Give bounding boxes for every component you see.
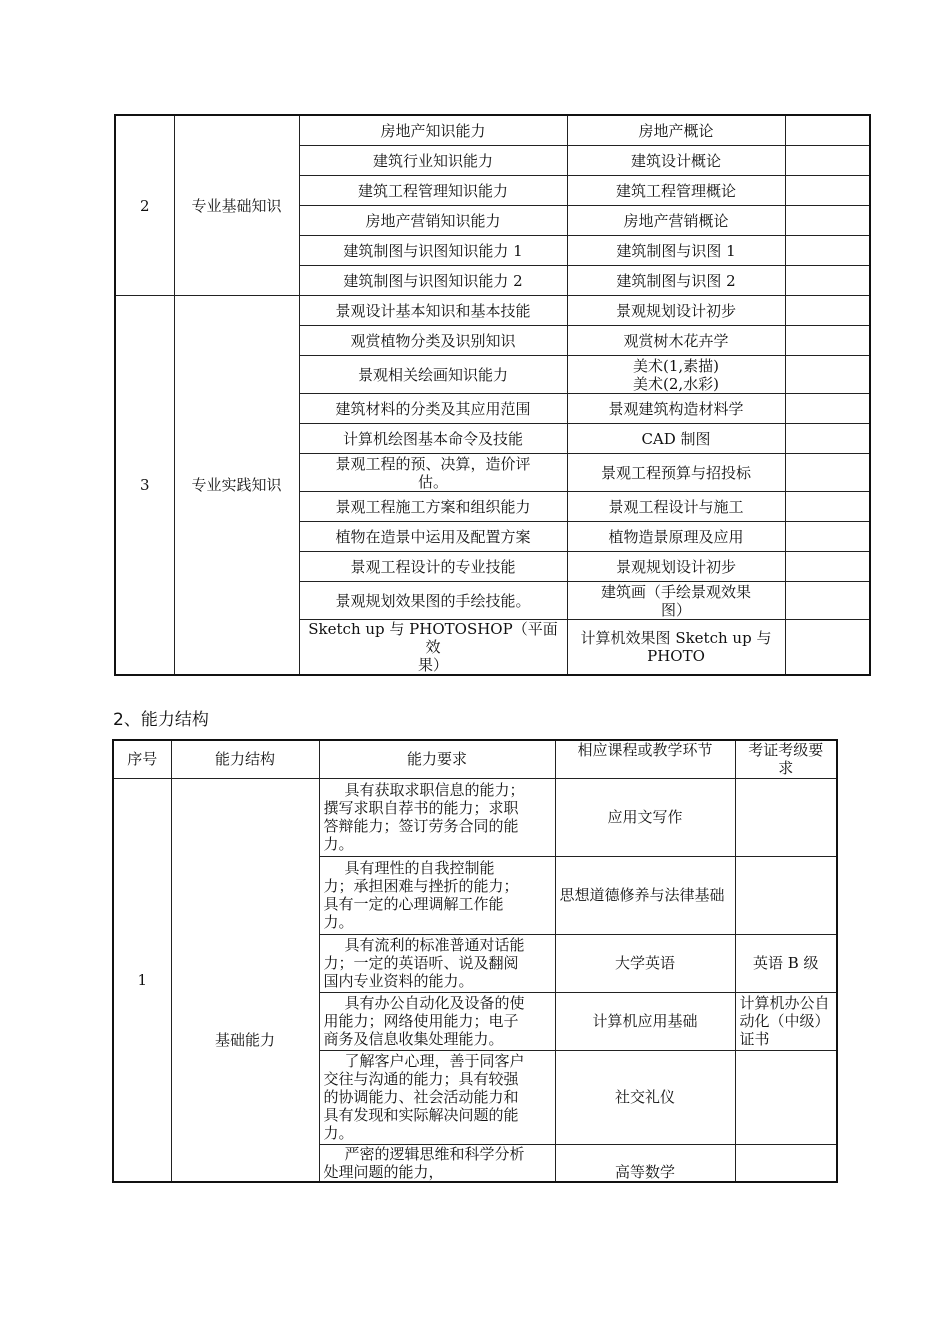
ability-cell: 建筑制图与识图知识能力 1: [299, 236, 567, 266]
req-line: 了解客户心理，善于同客户: [344, 1052, 525, 1070]
req-line: 的协调能力、社会活动能力和: [323, 1088, 519, 1106]
cert-cell: 英语 B 级: [735, 934, 837, 992]
course-line: 图）: [660, 600, 691, 619]
req-line: 答辩能力；签订劳务合同的能: [323, 817, 519, 835]
ability-cell: 建筑工程管理知识能力: [299, 176, 567, 206]
header-row: [113, 740, 837, 778]
structure-cell: 基础能力: [171, 778, 319, 1182]
course-cell: 社交礼仪: [555, 1050, 735, 1144]
requirement-cell: [319, 992, 555, 1050]
requirement-cell: [319, 856, 555, 934]
ability-cell: 建筑行业知识能力: [299, 146, 567, 176]
req-line: 撰写求职自荐书的能力；求职: [323, 799, 519, 817]
table-row: [115, 115, 870, 146]
ability-cell: 观赏植物分类及识别知识: [299, 326, 567, 356]
empty-cell: [785, 266, 870, 296]
empty-cell: [785, 394, 870, 424]
curriculum-table-1: [114, 114, 871, 676]
empty-cell: [785, 356, 870, 394]
ability-cell: 景观工程施工方案和组织能力: [299, 492, 567, 522]
course-cell: 房地产概论: [567, 115, 785, 146]
req-line: 严密的逻辑思维和科学分析: [344, 1144, 525, 1163]
empty-cell: [785, 296, 870, 326]
course-cell: 房地产营销概论: [567, 206, 785, 236]
ability-cell: [299, 454, 567, 492]
course-line: 美术(1,素描): [632, 356, 720, 375]
ability-cell: 房地产知识能力: [299, 115, 567, 146]
table-row: [115, 296, 870, 326]
course-line: 建筑画（手绘景观效果: [600, 582, 751, 601]
ability-cell: 景观设计基本知识和基本技能: [299, 296, 567, 326]
course-cell: CAD 制图: [567, 424, 785, 454]
course-cell: 应用文写作: [555, 778, 735, 856]
empty-cell: [785, 115, 870, 146]
course-cell: 景观规划设计初步: [567, 552, 785, 582]
ability-cell: 景观相关绘画知识能力: [299, 356, 567, 394]
header-structure: 能力结构: [171, 740, 319, 778]
course-line: 美术(2,水彩): [632, 374, 720, 393]
course-cell: [567, 356, 785, 394]
category-cell: 专业实践知识: [174, 296, 299, 676]
course-cell: 景观建筑构造材料学: [567, 394, 785, 424]
ability-cell: 计算机绘图基本命令及技能: [299, 424, 567, 454]
table-row: [113, 778, 837, 856]
requirement-cell: [319, 1050, 555, 1144]
empty-cell: [785, 522, 870, 552]
header-cert-line: 求: [778, 759, 794, 778]
course-cell: 大学英语: [555, 934, 735, 992]
empty-cell: [785, 236, 870, 266]
req-line: 具有理性的自我控制能: [344, 859, 495, 877]
ability-line: 果）: [417, 656, 448, 674]
row-number: 1: [113, 778, 171, 1182]
req-line: 具有流利的标准普通对话能: [344, 936, 525, 954]
course-cell: 计算机应用基础: [555, 992, 735, 1050]
header-no: 序号: [113, 740, 171, 778]
cert-cell: [735, 1144, 837, 1182]
empty-cell: [785, 620, 870, 676]
section-heading: 2、能力结构: [113, 710, 209, 730]
course-cell: 建筑制图与识图 2: [567, 266, 785, 296]
cert-cell: [735, 1050, 837, 1144]
header-course: 相应课程或教学环节: [555, 740, 735, 778]
header-cert-line: 考证考级要: [748, 741, 824, 760]
ability-line: 景观工程的预、决算，造价评: [335, 454, 531, 473]
req-line: 商务及信息收集处理能力。: [323, 1030, 504, 1048]
course-cell: 建筑制图与识图 1: [567, 236, 785, 266]
ability-cell: 植物在造景中运用及配置方案: [299, 522, 567, 552]
course-cell: 景观工程预算与招投标: [567, 454, 785, 492]
cert-cell: [735, 778, 837, 856]
course-cell: 思想道德修养与法律基础: [555, 856, 735, 934]
req-line: 具有一定的心理调解工作能: [323, 895, 504, 913]
course-line: 计算机效果图 Sketch up 与: [580, 629, 772, 647]
row-number: 2: [115, 115, 174, 296]
requirement-cell: [319, 1144, 555, 1182]
ability-cell: 房地产营销知识能力: [299, 206, 567, 236]
course-cell: 植物造景原理及应用: [567, 522, 785, 552]
ability-cell: 建筑制图与识图知识能力 2: [299, 266, 567, 296]
req-line: 处理问题的能力，: [323, 1162, 444, 1181]
header-cert: [735, 740, 837, 778]
empty-cell: [785, 454, 870, 492]
row-number: 3: [115, 296, 174, 676]
req-line: 力。: [323, 835, 354, 853]
req-line: 力；一定的英语听、说及翻阅: [323, 954, 519, 972]
req-line: 力。: [323, 1124, 354, 1142]
ability-cell: 建筑材料的分类及其应用范围: [299, 394, 567, 424]
course-cell: 高等数学: [555, 1144, 735, 1182]
course-line: PHOTO: [647, 647, 705, 665]
ability-line: 估。: [417, 472, 448, 491]
course-cell: 景观工程设计与施工: [567, 492, 785, 522]
req-line: 交往与沟通的能力；具有较强: [323, 1070, 519, 1088]
course-cell: 建筑工程管理概论: [567, 176, 785, 206]
req-line: 国内专业资料的能力。: [323, 972, 474, 990]
course-cell: [567, 620, 785, 676]
empty-cell: [785, 146, 870, 176]
req-line: 具有发现和实际解决问题的能: [323, 1106, 519, 1124]
empty-cell: [785, 424, 870, 454]
ability-cell: 景观规划效果图的手绘技能。: [299, 582, 567, 620]
ability-cell: 景观工程设计的专业技能: [299, 552, 567, 582]
ability-line: Sketch up 与 PHOTOSHOP（平面效: [308, 620, 558, 656]
cert-cell: [735, 856, 837, 934]
course-cell: 景观规划设计初步: [567, 296, 785, 326]
empty-cell: [785, 206, 870, 236]
cert-cell: 计算机办公自动化（中级）证书: [735, 992, 837, 1050]
category-cell: 专业基础知识: [174, 115, 299, 296]
empty-cell: [785, 582, 870, 620]
req-line: 用能力；网络使用能力；电子: [323, 1012, 519, 1030]
ability-cell: [299, 620, 567, 676]
header-requirement: 能力要求: [319, 740, 555, 778]
req-line: 力。: [323, 913, 354, 931]
empty-cell: [785, 552, 870, 582]
ability-structure-table: [112, 739, 838, 1183]
course-cell: 建筑设计概论: [567, 146, 785, 176]
requirement-cell: [319, 934, 555, 992]
req-line: 力；承担困难与挫折的能力；: [323, 877, 519, 895]
empty-cell: [785, 176, 870, 206]
requirement-cell: [319, 778, 555, 856]
course-cell: 观赏树木花卉学: [567, 326, 785, 356]
req-line: 具有办公自动化及设备的使: [344, 994, 525, 1012]
req-line: 具有获取求职信息的能力；: [344, 781, 525, 799]
course-cell: [567, 582, 785, 620]
empty-cell: [785, 492, 870, 522]
empty-cell: [785, 326, 870, 356]
